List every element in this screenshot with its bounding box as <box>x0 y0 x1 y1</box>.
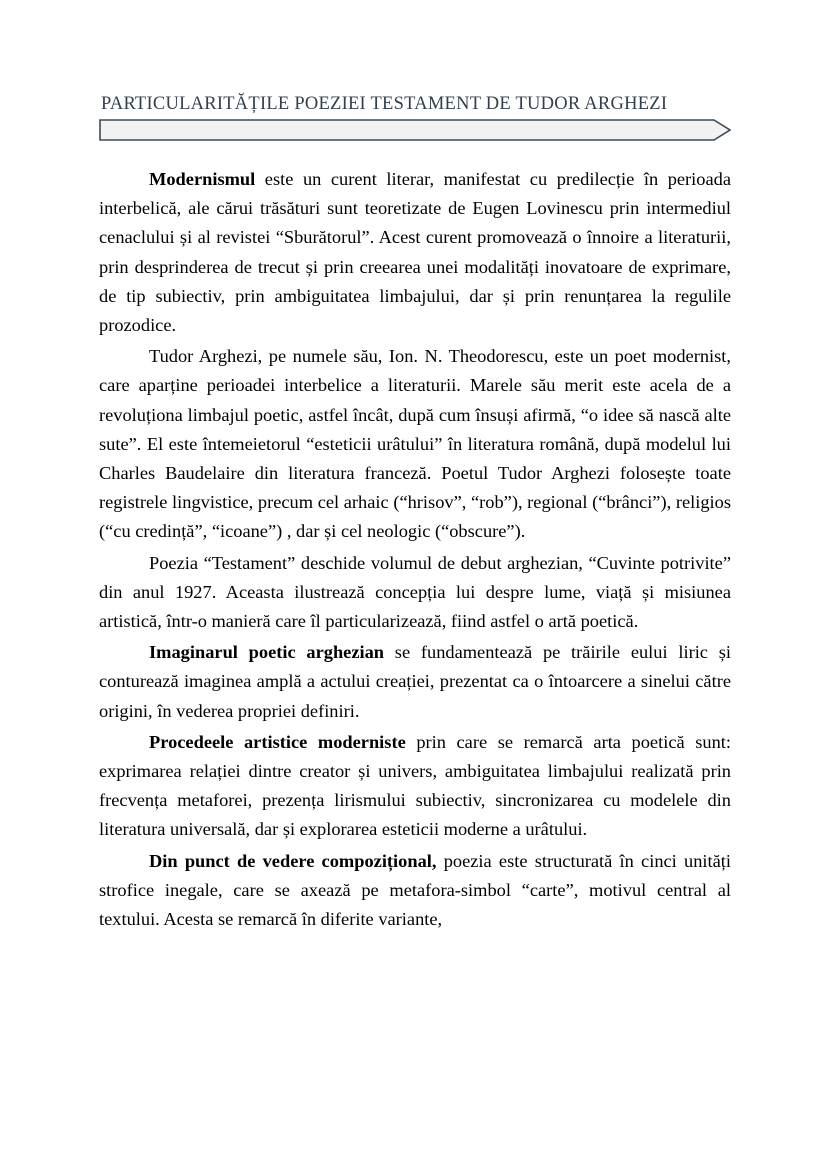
paragraph-text: este un curent literar, manifestat cu predilecție în perioada interbelică, ale cărui trăsături sunt teoretizate de Eugen Lovinescu prin intermediul cenaclului și al revistei “Sburătorul”. Acest curent promovează o înnoire a literaturii, prin desprinderea de trecut și prin creearea unei modalități inovatoare de exprimare, de tip subiectiv, prin ambiguitatea limbajului, dar și prin renunțarea la regulile prozodice. <box>99 169 731 336</box>
paragraph <box>99 165 731 340</box>
arrow-banner-shape <box>99 119 731 141</box>
paragraph-lead: Imaginarul poetic arghezian <box>149 642 385 663</box>
document-heading <box>99 92 731 141</box>
arrow-banner-path <box>100 120 730 140</box>
paragraph <box>99 728 731 845</box>
paragraph-lead: Din punct de vedere compozițional, <box>149 850 437 871</box>
paragraph-text: Tudor Arghezi, pe numele său, Ion. N. Theodorescu, este un poet modernist, care aparține perioadei interbelice a literaturii. Marele său merit este acela de a revoluționa limbajul poetic, astfel încât, după cum însuși afirmă, “o idee să nască alte sute”. El este întemeietorul “esteticii urâtului” în literatura română, după modelul lui Charles Baudelaire din literatura franceză. Poetul Tudor Arghezi folosește toate registrele lingvistice, precum cel arhaic (“hrisov”, “rob”), regional (“brânci”), religios (“cu credință”, “icoane”) , dar și cel neologic (“obscure”). <box>99 346 731 542</box>
arrow-banner <box>99 119 731 141</box>
page-content <box>99 0 731 934</box>
page-title: PARTICULARITĂȚILE POEZIEI TESTAMENT DE TUDOR ARGHEZI <box>101 94 668 114</box>
paragraph <box>99 342 731 546</box>
paragraph-lead: Modernismul <box>149 169 256 189</box>
paragraph-text: Poezia “Testament” deschide volumul de debut arghezian, “Cuvinte potrivite” din anul 1927. Aceasta ilustrează concepția lui despre lume, viață și misiunea artistică, într-o manieră care îl particularizează, fiind astfel o artă poetică. <box>99 552 731 632</box>
paragraph <box>99 549 731 637</box>
document-body <box>99 165 731 934</box>
paragraph-text: se fundamentează pe trăirile eului liric și conturează imaginea amplă a actului creației, prezentat ca o întoarcere a sinelui către origini, în vederea propriei definiri. <box>99 642 731 721</box>
paragraph-text: prin care se remarcă arta poetică sunt: exprimarea relației dintre creator și univers, ambiguitatea limbajului realizată prin frecvența metaforei, prezența lirismului subiectiv, sincronizarea cu modelele din literatura universală, dar și explorarea esteticii moderne a urâtului. <box>99 731 731 840</box>
paragraph-lead: Procedeele artistice moderniste <box>149 731 406 752</box>
paragraph-text: poezia este structurată în cinci unități strofice inegale, care se axează pe metafora-simbol “carte”, motivul central al textului. Acesta se remarcă în diferite variante, <box>99 850 731 930</box>
paragraph <box>99 638 731 726</box>
paragraph <box>99 847 731 935</box>
